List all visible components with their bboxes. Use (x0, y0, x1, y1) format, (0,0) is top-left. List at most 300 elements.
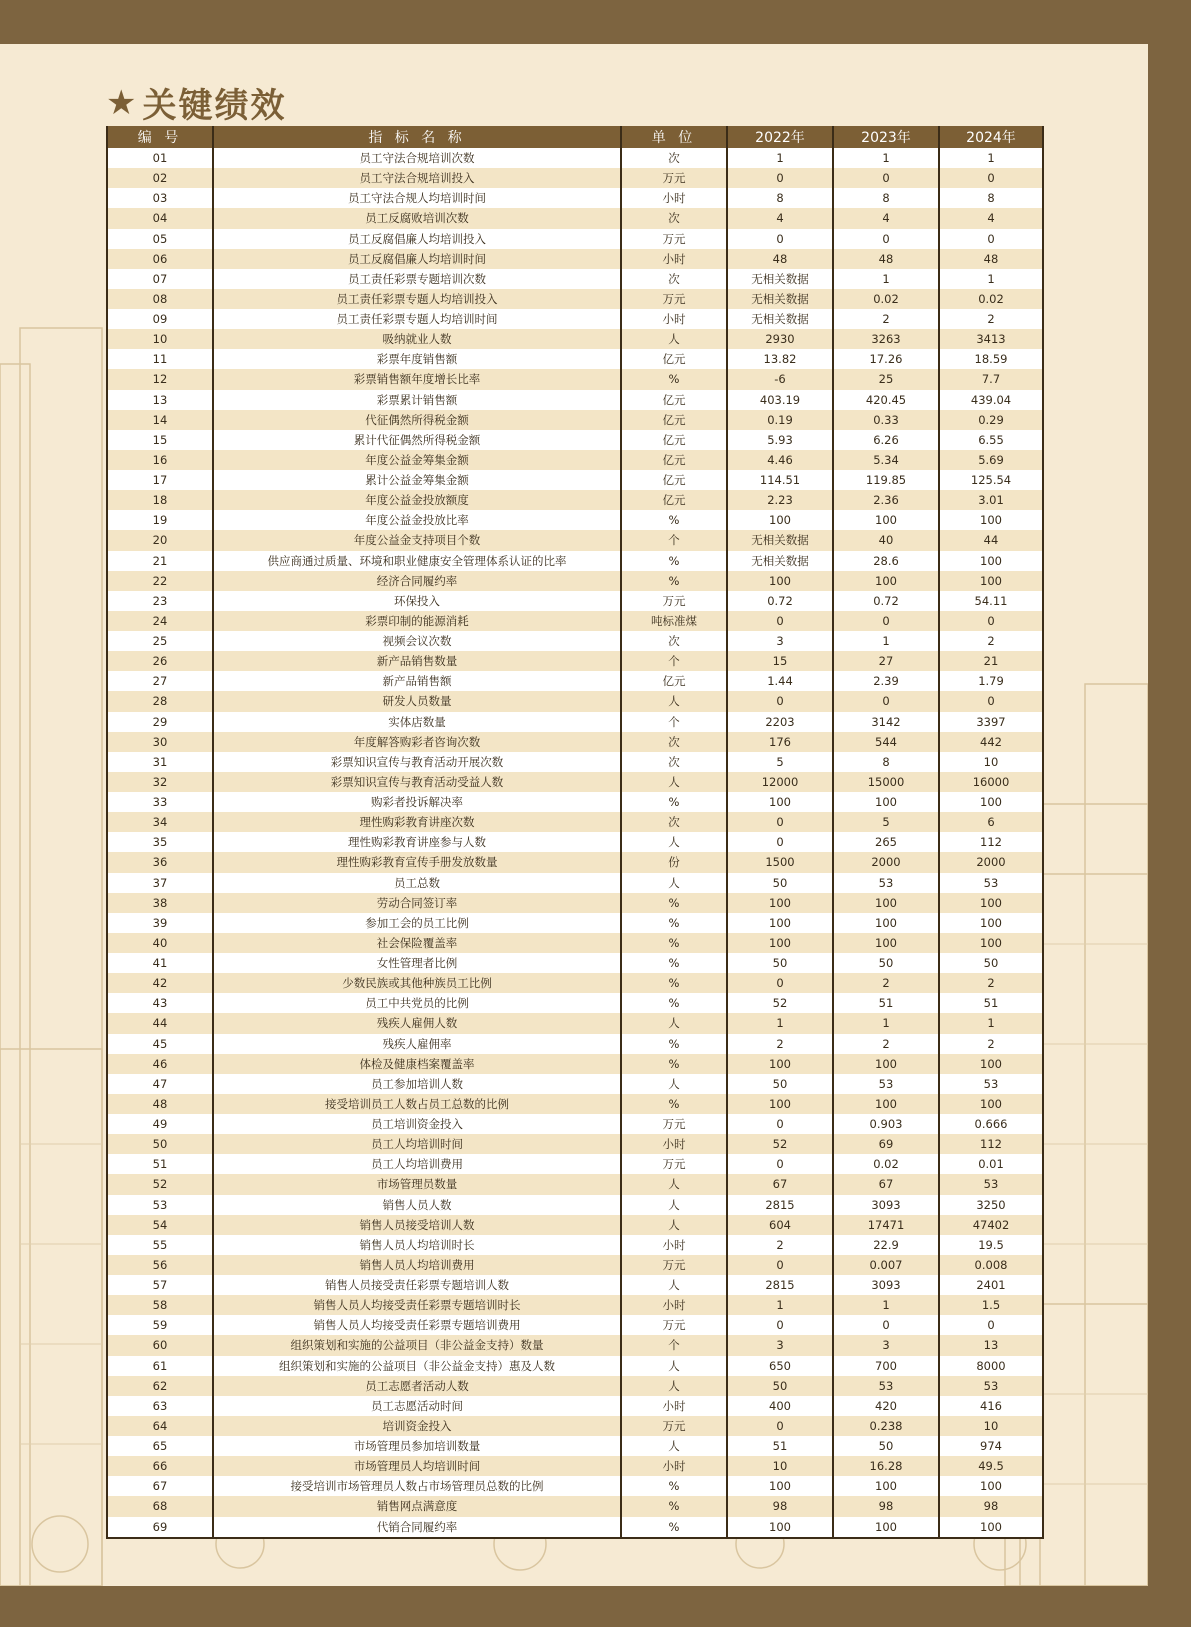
table-row (107, 490, 1043, 510)
cell-2022: 2815 (727, 1275, 833, 1295)
cell-unit: 个 (621, 1335, 727, 1355)
cell-2024: 100 (939, 1476, 1043, 1496)
cell-unit: 人 (621, 873, 727, 893)
cell-2022: 114.51 (727, 470, 833, 490)
table-row (107, 1215, 1043, 1235)
cell-2023: 0 (833, 229, 939, 249)
cell-2024: 1 (939, 269, 1043, 289)
cell-2023: 0 (833, 168, 939, 188)
cell-2022: 0.19 (727, 410, 833, 430)
header-indicator-name: 指 标 名 称 (213, 126, 621, 148)
cell-2023: 100 (833, 792, 939, 812)
table-row (107, 873, 1043, 893)
cell-2024: 10 (939, 752, 1043, 772)
table-row (107, 208, 1043, 228)
cell-number: 45 (107, 1034, 213, 1054)
cell-unit: 次 (621, 269, 727, 289)
table-row (107, 712, 1043, 732)
cell-2022: 2930 (727, 329, 833, 349)
cell-unit: 吨标准煤 (621, 611, 727, 631)
cell-unit: % (621, 913, 727, 933)
cell-2024: 100 (939, 551, 1043, 571)
cell-unit: 小时 (621, 1295, 727, 1315)
cell-number: 47 (107, 1074, 213, 1094)
cell-2023: 16.28 (833, 1456, 939, 1476)
cell-2022: 0 (727, 1315, 833, 1335)
cell-unit: % (621, 993, 727, 1013)
cell-unit: 人 (621, 1275, 727, 1295)
cell-2023: 98 (833, 1496, 939, 1516)
table-row (107, 1496, 1043, 1516)
cell-2023: 119.85 (833, 470, 939, 490)
cell-number: 38 (107, 893, 213, 913)
cell-2023: 1 (833, 1295, 939, 1315)
cell-indicator-name: 销售网点满意度 (213, 1496, 621, 1516)
cell-2023: 3093 (833, 1195, 939, 1215)
cell-2023: 5 (833, 812, 939, 832)
cell-2024: 0.01 (939, 1154, 1043, 1174)
cell-2024: 100 (939, 933, 1043, 953)
cell-2024: 3413 (939, 329, 1043, 349)
table-row (107, 1335, 1043, 1355)
cell-indicator-name: 员工反腐倡廉人均培训投入 (213, 229, 621, 249)
cell-number: 69 (107, 1517, 213, 1538)
cell-unit: 万元 (621, 1255, 727, 1275)
cell-2023: 0 (833, 1315, 939, 1335)
cell-indicator-name: 研发人员数量 (213, 691, 621, 711)
cell-unit: 亿元 (621, 490, 727, 510)
cell-2023: 8 (833, 188, 939, 208)
cell-2023: 420.45 (833, 390, 939, 410)
cell-number: 61 (107, 1356, 213, 1376)
cell-unit: % (621, 1034, 727, 1054)
cell-indicator-name: 接受培训员工人数占员工总数的比例 (213, 1094, 621, 1114)
table-row (107, 530, 1043, 550)
cell-2023: 17471 (833, 1215, 939, 1235)
table-row (107, 249, 1043, 269)
cell-2023: 2000 (833, 852, 939, 872)
cell-2023: 100 (833, 933, 939, 953)
cell-2024: 1 (939, 1013, 1043, 1033)
cell-2023: 28.6 (833, 551, 939, 571)
cell-2022: 2815 (727, 1195, 833, 1215)
table-row (107, 1517, 1043, 1538)
cell-2022: 1500 (727, 852, 833, 872)
cell-2022: 1 (727, 1013, 833, 1033)
cell-number: 29 (107, 712, 213, 732)
table-row (107, 671, 1043, 691)
cell-2024: 112 (939, 1134, 1043, 1154)
cell-2024: 19.5 (939, 1235, 1043, 1255)
cell-number: 51 (107, 1154, 213, 1174)
cell-unit: % (621, 510, 727, 530)
cell-2022: 100 (727, 913, 833, 933)
cell-2023: 2 (833, 309, 939, 329)
table-row (107, 611, 1043, 631)
cell-2023: 1 (833, 1013, 939, 1033)
cell-unit: 万元 (621, 289, 727, 309)
cell-number: 20 (107, 530, 213, 550)
cell-2024: 51 (939, 993, 1043, 1013)
cell-2024: 21 (939, 651, 1043, 671)
cell-indicator-name: 代征偶然所得税金额 (213, 410, 621, 430)
cell-indicator-name: 组织策划和实施的公益项目（非公益金支持）数量 (213, 1335, 621, 1355)
cell-indicator-name: 彩票累计销售额 (213, 390, 621, 410)
cell-number: 03 (107, 188, 213, 208)
cell-2024: 98 (939, 1496, 1043, 1516)
cell-indicator-name: 市场管理员人均培训时间 (213, 1456, 621, 1476)
cell-2023: 53 (833, 873, 939, 893)
cell-2022: 50 (727, 873, 833, 893)
cell-number: 66 (107, 1456, 213, 1476)
cell-2022: 0 (727, 168, 833, 188)
table-row (107, 1195, 1043, 1215)
cell-indicator-name: 代销合同履约率 (213, 1517, 621, 1538)
cell-2022: 1 (727, 1295, 833, 1315)
cell-2023: 420 (833, 1396, 939, 1416)
cell-2023: 17.26 (833, 349, 939, 369)
table-row (107, 510, 1043, 530)
cell-unit: 小时 (621, 249, 727, 269)
cell-indicator-name: 培训资金投入 (213, 1416, 621, 1436)
table-row (107, 188, 1043, 208)
cell-unit: 万元 (621, 229, 727, 249)
cell-number: 14 (107, 410, 213, 430)
cell-indicator-name: 员工责任彩票专题培训次数 (213, 269, 621, 289)
cell-number: 10 (107, 329, 213, 349)
cell-2024: 100 (939, 1054, 1043, 1074)
cell-2024: 0 (939, 1315, 1043, 1335)
cell-2024: 0 (939, 229, 1043, 249)
cell-indicator-name: 彩票知识宣传与教育活动开展次数 (213, 752, 621, 772)
table-row (107, 933, 1043, 953)
cell-indicator-name: 理性购彩教育宣传手册发放数量 (213, 852, 621, 872)
cell-indicator-name: 员工志愿活动时间 (213, 1396, 621, 1416)
cell-2024: 48 (939, 249, 1043, 269)
cell-2024: 100 (939, 913, 1043, 933)
kpi-table-container (106, 126, 1042, 1539)
cell-indicator-name: 理性购彩教育讲座参与人数 (213, 832, 621, 852)
cell-2022: 52 (727, 1134, 833, 1154)
cell-2023: 0.02 (833, 289, 939, 309)
cell-number: 34 (107, 812, 213, 832)
cell-number: 02 (107, 168, 213, 188)
cell-number: 19 (107, 510, 213, 530)
cell-2024: 442 (939, 732, 1043, 752)
cell-2024: 53 (939, 1376, 1043, 1396)
cell-indicator-name: 员工守法合规人均培训时间 (213, 188, 621, 208)
cell-2022: 100 (727, 792, 833, 812)
cell-2022: 0 (727, 1114, 833, 1134)
star-icon: ★ (106, 82, 139, 123)
cell-unit: 亿元 (621, 430, 727, 450)
cell-2022: 1 (727, 148, 833, 168)
cell-indicator-name: 市场管理员数量 (213, 1174, 621, 1194)
cell-2024: 6.55 (939, 430, 1043, 450)
cell-2023: 0.007 (833, 1255, 939, 1275)
cell-2022: 100 (727, 510, 833, 530)
cell-number: 15 (107, 430, 213, 450)
cell-2024: 4 (939, 208, 1043, 228)
cell-indicator-name: 员工参加培训人数 (213, 1074, 621, 1094)
cell-2024: 1.5 (939, 1295, 1043, 1315)
cell-number: 12 (107, 369, 213, 389)
table-row (107, 772, 1043, 792)
cell-unit: 次 (621, 752, 727, 772)
cell-unit: 人 (621, 691, 727, 711)
cell-2024: 100 (939, 893, 1043, 913)
cell-2022: 10 (727, 1456, 833, 1476)
cell-2024: 10 (939, 1416, 1043, 1436)
header-unit: 单 位 (621, 126, 727, 148)
table-row (107, 913, 1043, 933)
cell-number: 25 (107, 631, 213, 651)
cell-2024: 0 (939, 168, 1043, 188)
cell-unit: 次 (621, 148, 727, 168)
table-body (107, 148, 1043, 1538)
table-row (107, 973, 1043, 993)
cell-2023: 40 (833, 530, 939, 550)
cell-unit: % (621, 551, 727, 571)
cell-2023: 53 (833, 1074, 939, 1094)
table-row (107, 1154, 1043, 1174)
cell-number: 01 (107, 148, 213, 168)
cell-2024: 53 (939, 1174, 1043, 1194)
cell-number: 22 (107, 571, 213, 591)
table-row (107, 229, 1043, 249)
cell-2024: 2 (939, 309, 1043, 329)
table-row (107, 329, 1043, 349)
table-row (107, 349, 1043, 369)
cell-number: 35 (107, 832, 213, 852)
cell-indicator-name: 少数民族或其他种族员工比例 (213, 973, 621, 993)
cell-2023: 25 (833, 369, 939, 389)
cell-number: 18 (107, 490, 213, 510)
cell-2023: 69 (833, 1134, 939, 1154)
cell-2023: 53 (833, 1376, 939, 1396)
header-number: 编 号 (107, 126, 213, 148)
table-row (107, 732, 1043, 752)
cell-indicator-name: 体检及健康档案覆盖率 (213, 1054, 621, 1074)
cell-unit: 个 (621, 712, 727, 732)
cell-2022: 3 (727, 631, 833, 651)
cell-unit: % (621, 933, 727, 953)
table-row (107, 450, 1043, 470)
table-row (107, 148, 1043, 168)
cell-indicator-name: 视频会议次数 (213, 631, 621, 651)
cell-2022: 无相关数据 (727, 551, 833, 571)
cell-2024: 1 (939, 148, 1043, 168)
cell-indicator-name: 劳动合同签订率 (213, 893, 621, 913)
cell-indicator-name: 理性购彩教育讲座次数 (213, 812, 621, 832)
cell-2024: 8 (939, 188, 1043, 208)
cell-2023: 2.39 (833, 671, 939, 691)
cell-indicator-name: 累计代征偶然所得税金额 (213, 430, 621, 450)
cell-number: 27 (107, 671, 213, 691)
table-row (107, 792, 1043, 812)
cell-2022: 48 (727, 249, 833, 269)
cell-number: 36 (107, 852, 213, 872)
cell-number: 04 (107, 208, 213, 228)
kpi-table (106, 126, 1044, 1539)
table-row (107, 1114, 1043, 1134)
cell-number: 55 (107, 1235, 213, 1255)
cell-2022: 8 (727, 188, 833, 208)
cell-number: 28 (107, 691, 213, 711)
table-row (107, 309, 1043, 329)
cell-2023: 100 (833, 510, 939, 530)
table-row (107, 269, 1043, 289)
cell-2024: 54.11 (939, 591, 1043, 611)
table-row (107, 832, 1043, 852)
cell-2023: 67 (833, 1174, 939, 1194)
cell-2024: 44 (939, 530, 1043, 550)
cell-unit: 次 (621, 631, 727, 651)
cell-2022: 2.23 (727, 490, 833, 510)
cell-number: 53 (107, 1195, 213, 1215)
cell-unit: 人 (621, 1195, 727, 1215)
table-row (107, 591, 1043, 611)
cell-unit: 人 (621, 1174, 727, 1194)
cell-indicator-name: 环保投入 (213, 591, 621, 611)
cell-number: 41 (107, 953, 213, 973)
cell-2024: 3397 (939, 712, 1043, 732)
table-row (107, 852, 1043, 872)
cell-number: 26 (107, 651, 213, 671)
cell-number: 46 (107, 1054, 213, 1074)
cell-indicator-name: 员工反腐倡廉人均培训时间 (213, 249, 621, 269)
cell-indicator-name: 年度公益金筹集金额 (213, 450, 621, 470)
table-row (107, 1174, 1043, 1194)
cell-indicator-name: 员工人均培训费用 (213, 1154, 621, 1174)
cell-2024: 0.29 (939, 410, 1043, 430)
cell-2022: 100 (727, 1054, 833, 1074)
cell-2022: 52 (727, 993, 833, 1013)
cell-2023: 100 (833, 1517, 939, 1538)
cell-indicator-name: 女性管理者比例 (213, 953, 621, 973)
cell-2022: 67 (727, 1174, 833, 1194)
cell-indicator-name: 吸纳就业人数 (213, 329, 621, 349)
cell-2022: 0 (727, 691, 833, 711)
table-row (107, 1356, 1043, 1376)
cell-unit: 亿元 (621, 450, 727, 470)
cell-indicator-name: 员工人均培训时间 (213, 1134, 621, 1154)
cell-2024: 0.008 (939, 1255, 1043, 1275)
cell-indicator-name: 年度解答购彩者咨询次数 (213, 732, 621, 752)
cell-indicator-name: 年度公益金投放额度 (213, 490, 621, 510)
cell-unit: 小时 (621, 188, 727, 208)
cell-2023: 100 (833, 913, 939, 933)
cell-2024: 0 (939, 611, 1043, 631)
table-row (107, 1416, 1043, 1436)
cell-2023: 100 (833, 571, 939, 591)
cell-2023: 0.72 (833, 591, 939, 611)
cell-2022: 4 (727, 208, 833, 228)
cell-number: 24 (107, 611, 213, 631)
cell-2023: 544 (833, 732, 939, 752)
cell-2023: 100 (833, 893, 939, 913)
table-row (107, 289, 1043, 309)
cell-2024: 5.69 (939, 450, 1043, 470)
table-row (107, 752, 1043, 772)
cell-2023: 15000 (833, 772, 939, 792)
table-row (107, 1376, 1043, 1396)
cell-unit: 小时 (621, 1396, 727, 1416)
table-row (107, 470, 1043, 490)
cell-number: 06 (107, 249, 213, 269)
cell-2024: 2 (939, 631, 1043, 651)
header-year-2023: 2023年 (833, 126, 939, 148)
cell-indicator-name: 供应商通过质量、环境和职业健康安全管理体系认证的比率 (213, 551, 621, 571)
cell-2022: 100 (727, 893, 833, 913)
cell-2022: 650 (727, 1356, 833, 1376)
cell-unit: % (621, 1094, 727, 1114)
cell-2023: 5.34 (833, 450, 939, 470)
cell-2022: 2 (727, 1034, 833, 1054)
table-row (107, 551, 1043, 571)
cell-unit: % (621, 1517, 727, 1538)
cell-unit: 亿元 (621, 470, 727, 490)
cell-2022: 1.44 (727, 671, 833, 691)
cell-2022: 3 (727, 1335, 833, 1355)
cell-2023: 265 (833, 832, 939, 852)
cell-indicator-name: 彩票年度销售额 (213, 349, 621, 369)
page-title (106, 78, 286, 127)
cell-unit: 个 (621, 651, 727, 671)
cell-2022: 400 (727, 1396, 833, 1416)
cell-number: 40 (107, 933, 213, 953)
cell-unit: % (621, 1496, 727, 1516)
cell-indicator-name: 彩票销售额年度增长比率 (213, 369, 621, 389)
cell-indicator-name: 实体店数量 (213, 712, 621, 732)
cell-2024: 100 (939, 1517, 1043, 1538)
cell-number: 44 (107, 1013, 213, 1033)
cell-2023: 0.238 (833, 1416, 939, 1436)
cell-indicator-name: 组织策划和实施的公益项目（非公益金支持）惠及人数 (213, 1356, 621, 1376)
cell-2022: 403.19 (727, 390, 833, 410)
cell-indicator-name: 市场管理员参加培训数量 (213, 1436, 621, 1456)
cell-2023: 8 (833, 752, 939, 772)
cell-2022: 50 (727, 1376, 833, 1396)
cell-indicator-name: 销售人员接受责任彩票专题培训人数 (213, 1275, 621, 1295)
cell-2024: 100 (939, 571, 1043, 591)
cell-unit: 人 (621, 1356, 727, 1376)
cell-indicator-name: 销售人员人数 (213, 1195, 621, 1215)
cell-indicator-name: 销售人员人均培训费用 (213, 1255, 621, 1275)
cell-2023: 0.33 (833, 410, 939, 430)
cell-2023: 1 (833, 631, 939, 651)
cell-2024: 974 (939, 1436, 1043, 1456)
cell-2024: 100 (939, 792, 1043, 812)
cell-number: 54 (107, 1215, 213, 1235)
cell-unit: 万元 (621, 168, 727, 188)
cell-2023: 4 (833, 208, 939, 228)
cell-indicator-name: 员工反腐败培训次数 (213, 208, 621, 228)
cell-indicator-name: 销售人员接受培训人数 (213, 1215, 621, 1235)
cell-2024: 125.54 (939, 470, 1043, 490)
cell-2024: 47402 (939, 1215, 1043, 1235)
cell-unit: % (621, 1054, 727, 1074)
cell-2023: 0.903 (833, 1114, 939, 1134)
cell-2022: 12000 (727, 772, 833, 792)
cell-number: 39 (107, 913, 213, 933)
cell-unit: % (621, 369, 727, 389)
table-row (107, 651, 1043, 671)
cell-2024: 2 (939, 973, 1043, 993)
cell-number: 08 (107, 289, 213, 309)
cell-2022: 0 (727, 229, 833, 249)
cell-2023: 48 (833, 249, 939, 269)
